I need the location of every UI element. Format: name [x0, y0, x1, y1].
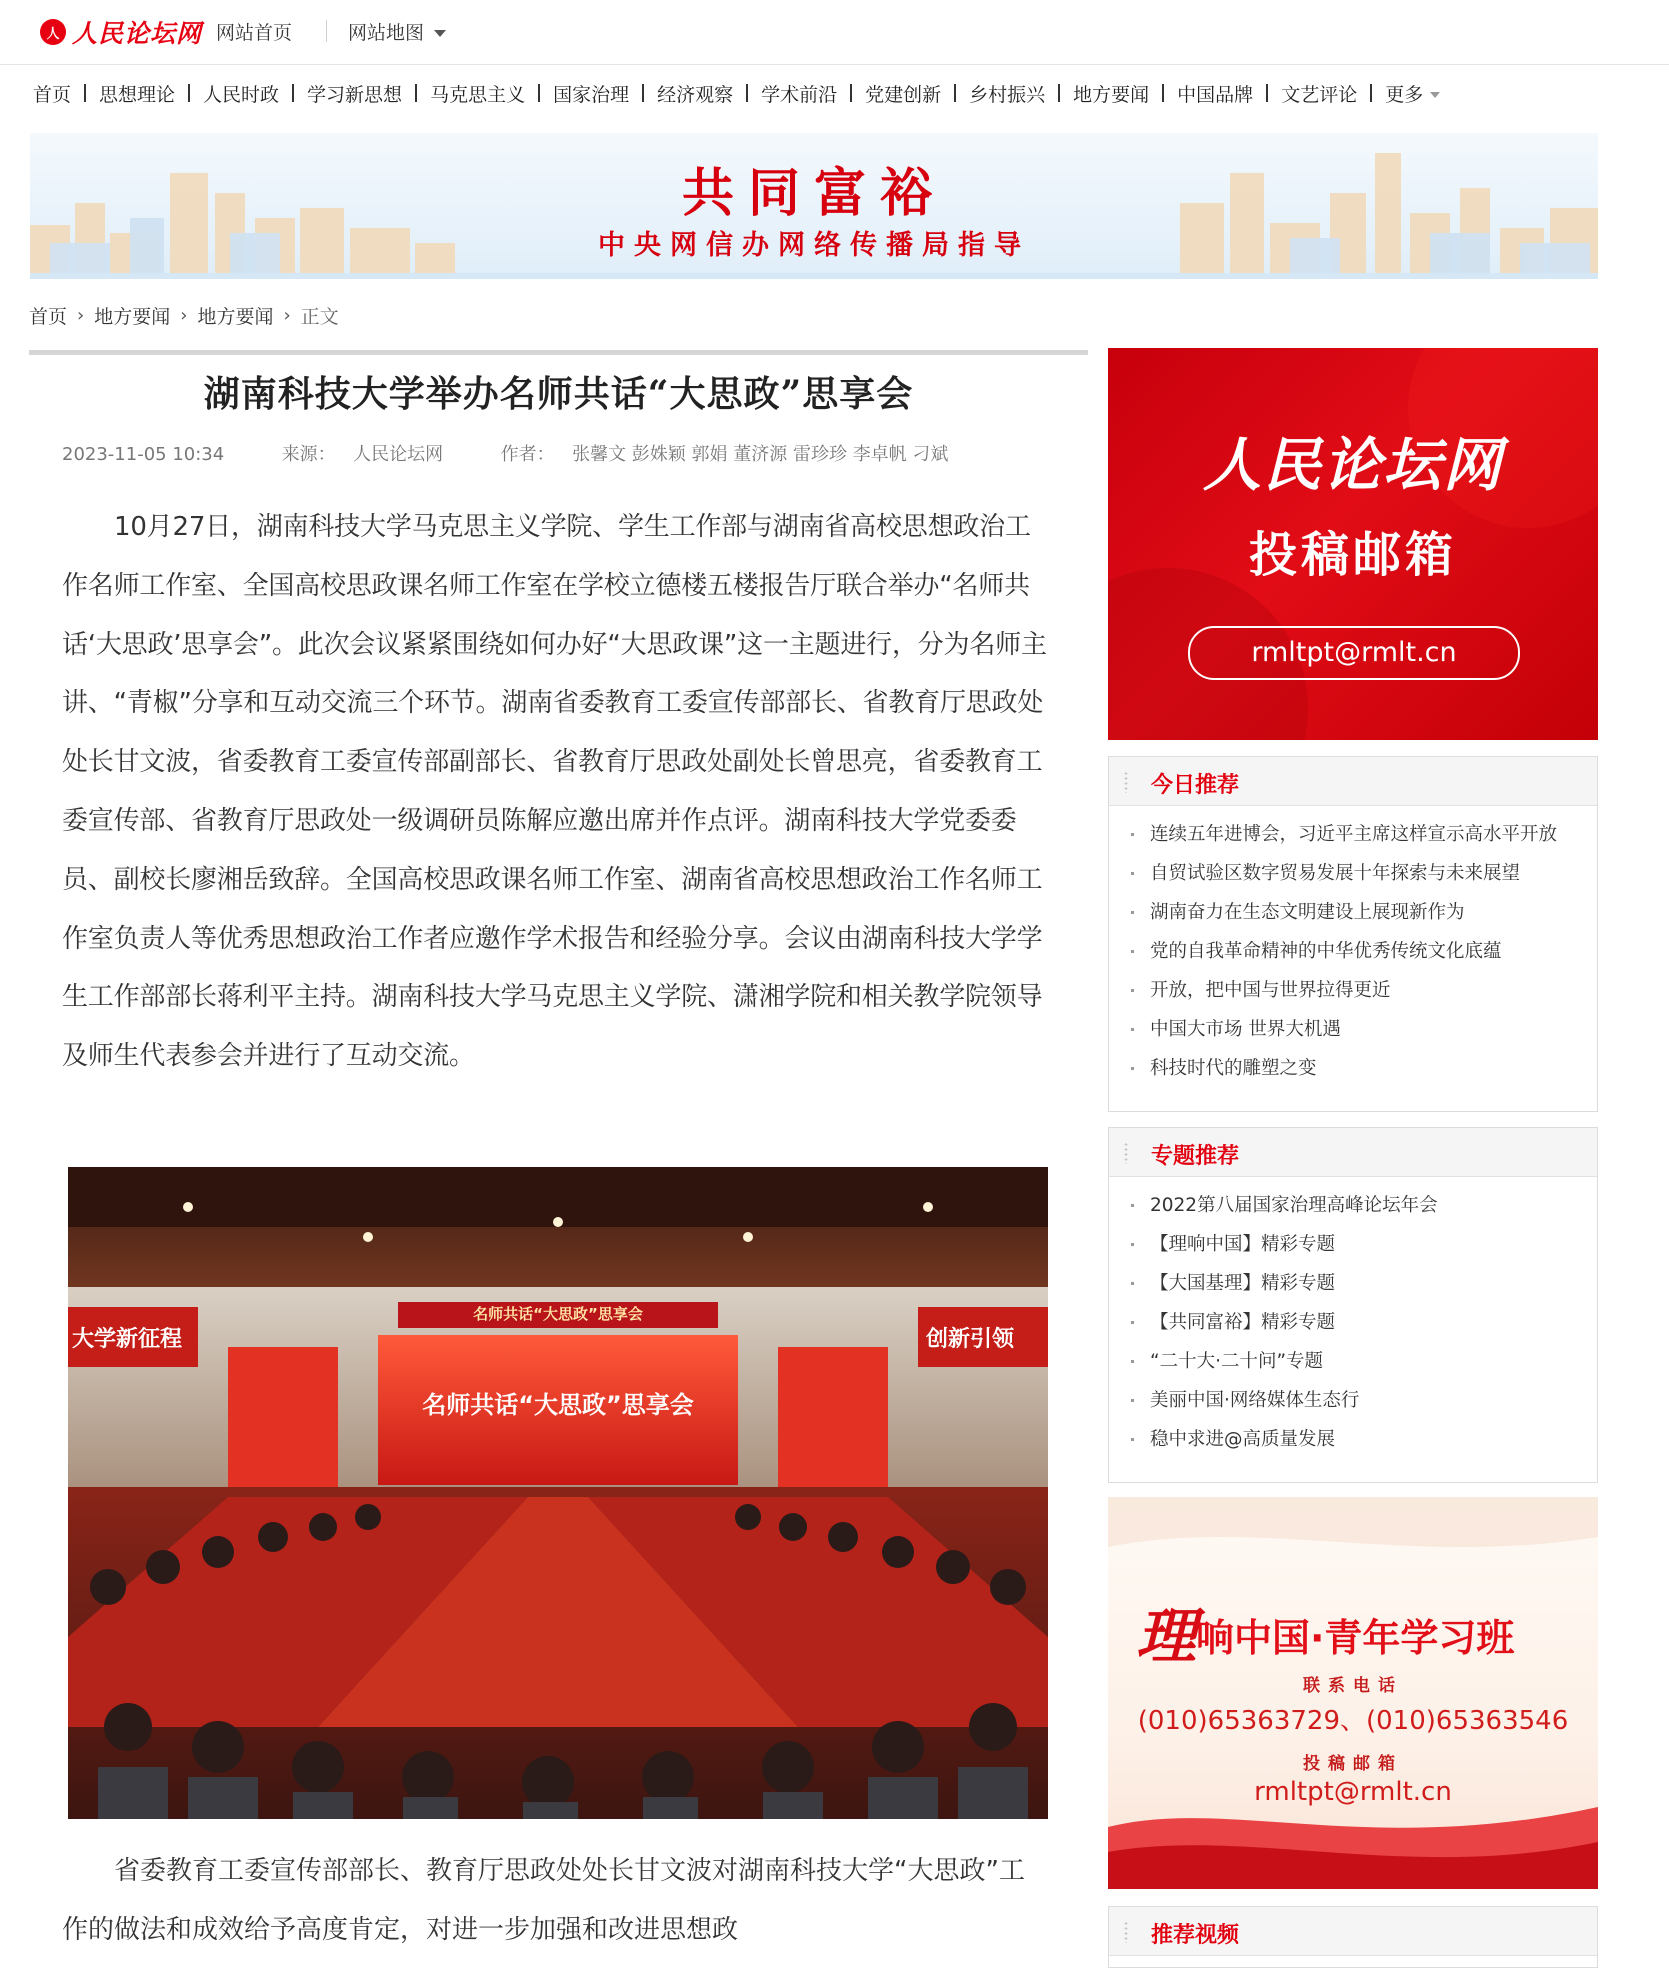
box-header	[1109, 1128, 1597, 1177]
nav-divider	[746, 84, 748, 102]
list-item[interactable]: 2022第八届国家治理高峰论坛年会	[1109, 1186, 1597, 1225]
nav-divider	[642, 84, 644, 102]
hall-screen-text: 名师共话“大思政”思享会	[422, 1391, 694, 1419]
submission-email-ad[interactable]	[1108, 348, 1598, 740]
grip-dots-icon	[1123, 771, 1129, 793]
list-item[interactable]: 党的自我革命精神的中华优秀传统文化底蕴	[1109, 932, 1597, 971]
breadcrumb-local[interactable]: 地方要闻	[94, 306, 171, 328]
article-title: 湖南科技大学举办名师共话“大思政”思享会	[203, 373, 914, 415]
list-item[interactable]: “二十大·二十问”专题	[1109, 1342, 1597, 1381]
nav-item-more[interactable]: 更多	[1385, 80, 1440, 107]
ad-brand-logo: 人民论坛网	[1202, 431, 1503, 499]
banner-title: 共同富裕	[681, 163, 946, 224]
chevron-right-icon: ›	[77, 305, 85, 326]
chevron-down-icon	[434, 30, 446, 37]
list-item[interactable]: 湖南奋力在生态文明建设上展现新作为	[1109, 893, 1597, 932]
top-divider	[326, 20, 327, 42]
phone-label: 联系电话	[1303, 1676, 1403, 1696]
list-item[interactable]: 美丽中国·网络媒体生态行	[1109, 1381, 1597, 1420]
nav-item-home[interactable]: 首页	[33, 83, 72, 106]
logo-text: 人民论坛网	[72, 19, 203, 48]
hall-left-wall-text: 大学新征程	[72, 1326, 183, 1352]
source-label: 来源：	[281, 444, 336, 465]
topics-list	[1109, 1177, 1597, 1459]
breadcrumb-current: 正文	[300, 306, 339, 328]
box-title: 推荐视频	[1151, 1923, 1240, 1948]
site-logo[interactable]	[40, 12, 202, 52]
site-home-link[interactable]: 网站首页	[216, 22, 293, 44]
box-title: 今日推荐	[1151, 773, 1240, 798]
ad-email-pill[interactable]: rmltpt@rmlt.cn	[1188, 626, 1520, 680]
banner-subtitle: 中央网信办网络传播局指导	[598, 230, 1030, 261]
nav-item-rural[interactable]: 乡村振兴	[969, 83, 1046, 106]
ad-subtitle: 投稿邮箱	[1248, 527, 1457, 583]
article-paragraph: 10月27日，湖南科技大学马克思主义学院、学生工作部与湖南省高校思想政治工作名师工作室、全国高校思政课名师工作室在学校立德楼五楼报告厅联合举办“名师共话‘大思政’思享会”。此次会议紧紧围绕如何办好“大思政课”这一主题进行，分为名师主讲、“青椒”分享和互动交流三个环节。湖南省委教育工委宣传部部长、省教育厅思政处处长甘文波，省委教育工委宣传部副部长、省教育厅思政处副处长曾思亮，省委教育工委宣传部、省教育厅思政处一级调研员陈解应邀出席并作点评。湖南科技大学党委委员、副校长廖湘岳致辞。全国高校思政课名师工作室、湖南省高校思想政治工作名师工作室负责人等优秀思想政治工作者应邀作学术报告和经验分享。会议由湖南科技大学学生工作部部长蒋利平主持。湖南科技大学马克思主义学院、潇湘学院和相关教学院领导及师生代表参会并进行了互动交流。	[62, 512, 1047, 1072]
topics-recommend-box	[1108, 1127, 1598, 1483]
article-photo	[68, 1167, 1048, 1819]
conference-hall-photo	[68, 1167, 1048, 1819]
nav-divider	[188, 84, 190, 102]
nav-item-culture[interactable]: 文艺评论	[1281, 83, 1358, 106]
article-authors: 张馨文 彭姝颖 郭娟 董济源 雷珍珍 李卓帆 刁斌	[572, 444, 949, 465]
nav-item-economy[interactable]: 经济观察	[657, 83, 734, 106]
article-body-continued	[62, 1842, 1048, 1960]
sitemap-link[interactable]: 网站地图	[348, 18, 446, 45]
breadcrumb-home[interactable]: 首页	[29, 306, 68, 328]
nav-divider	[292, 84, 294, 102]
box-header	[1109, 1907, 1597, 1956]
youth-study-ad[interactable]	[1108, 1497, 1598, 1889]
top-bar	[0, 0, 1669, 65]
logo-icon: 人	[40, 19, 66, 45]
box-title: 专题推荐	[1151, 1144, 1240, 1169]
list-item[interactable]: 【理响中国】精彩专题	[1109, 1225, 1597, 1264]
ad-study-email[interactable]: rmltpt@rmlt.cn	[1254, 1777, 1452, 1807]
grip-dots-icon	[1123, 1142, 1129, 1164]
phone-numbers: (010)65363729、(010)65363546	[1137, 1706, 1569, 1736]
chevron-down-icon	[1430, 92, 1440, 98]
nav-item-party[interactable]: 党建创新	[865, 83, 942, 106]
ad-study-title: 理响中国·青年学习班	[1136, 1602, 1515, 1672]
nav-divider	[1058, 84, 1060, 102]
chevron-right-icon: ›	[283, 305, 291, 326]
banner-ad[interactable]	[30, 133, 1598, 279]
nav-item-marxism[interactable]: 马克思主义	[430, 83, 526, 106]
list-item[interactable]: 连续五年进博会，习近平主席这样宣示高水平开放	[1109, 815, 1597, 854]
nav-divider	[954, 84, 956, 102]
nav-divider	[84, 84, 86, 102]
article-top-rule	[29, 350, 1088, 355]
grip-dots-icon	[1123, 1921, 1129, 1943]
recommend-video-box	[1108, 1906, 1598, 1968]
nav-divider	[1266, 84, 1268, 102]
mail-label: 投稿邮箱	[1303, 1754, 1403, 1774]
nav-item-local[interactable]: 地方要闻	[1073, 83, 1150, 106]
nav-item-new-thought[interactable]: 学习新思想	[307, 83, 403, 106]
breadcrumb-local-sub[interactable]: 地方要闻	[197, 306, 274, 328]
nav-item-academic[interactable]: 学术前沿	[761, 83, 838, 106]
breadcrumb	[29, 302, 339, 329]
nav-item-politics[interactable]: 人民时政	[203, 83, 280, 106]
article-source[interactable]: 人民论坛网	[353, 444, 444, 465]
today-recommend-box	[1108, 756, 1598, 1112]
list-item[interactable]: 开放，把中国与世界拉得更近	[1109, 971, 1597, 1010]
author-label: 作者：	[500, 444, 555, 465]
list-item[interactable]: 自贸试验区数字贸易发展十年探索与未来展望	[1109, 854, 1597, 893]
nav-divider	[850, 84, 852, 102]
nav-item-brand[interactable]: 中国品牌	[1177, 83, 1254, 106]
nav-divider	[538, 84, 540, 102]
article-date: 2023-11-05 10:34	[62, 444, 225, 465]
list-item[interactable]: 中国大市场 世界大机遇	[1109, 1010, 1597, 1049]
list-item[interactable]: 科技时代的雕塑之变	[1109, 1049, 1597, 1088]
main-nav	[33, 79, 1440, 107]
chevron-right-icon: ›	[180, 305, 188, 326]
today-list	[1109, 806, 1597, 1088]
hall-right-wall-text: 创新引领	[926, 1326, 1015, 1352]
nav-divider	[1162, 84, 1164, 102]
nav-divider	[1370, 84, 1372, 102]
hall-banner-text: 名师共话“大思政”思享会	[473, 1305, 643, 1323]
article-meta	[62, 440, 948, 466]
nav-divider	[415, 84, 417, 102]
nav-item-theory[interactable]: 思想理论	[99, 83, 176, 106]
list-item[interactable]: 稳中求进@高质量发展	[1109, 1420, 1597, 1459]
article-paragraph: 省委教育工委宣传部部长、教育厅思政处处长甘文波对湖南科技大学“大思政”工作的做法和成效给予高度肯定，对进一步加强和改进思想政	[62, 1856, 1025, 1945]
list-item[interactable]: 【共同富裕】精彩专题	[1109, 1303, 1597, 1342]
box-header	[1109, 757, 1597, 806]
article-body	[62, 498, 1048, 1086]
list-item[interactable]: 【大国基理】精彩专题	[1109, 1264, 1597, 1303]
nav-item-governance[interactable]: 国家治理	[553, 83, 630, 106]
